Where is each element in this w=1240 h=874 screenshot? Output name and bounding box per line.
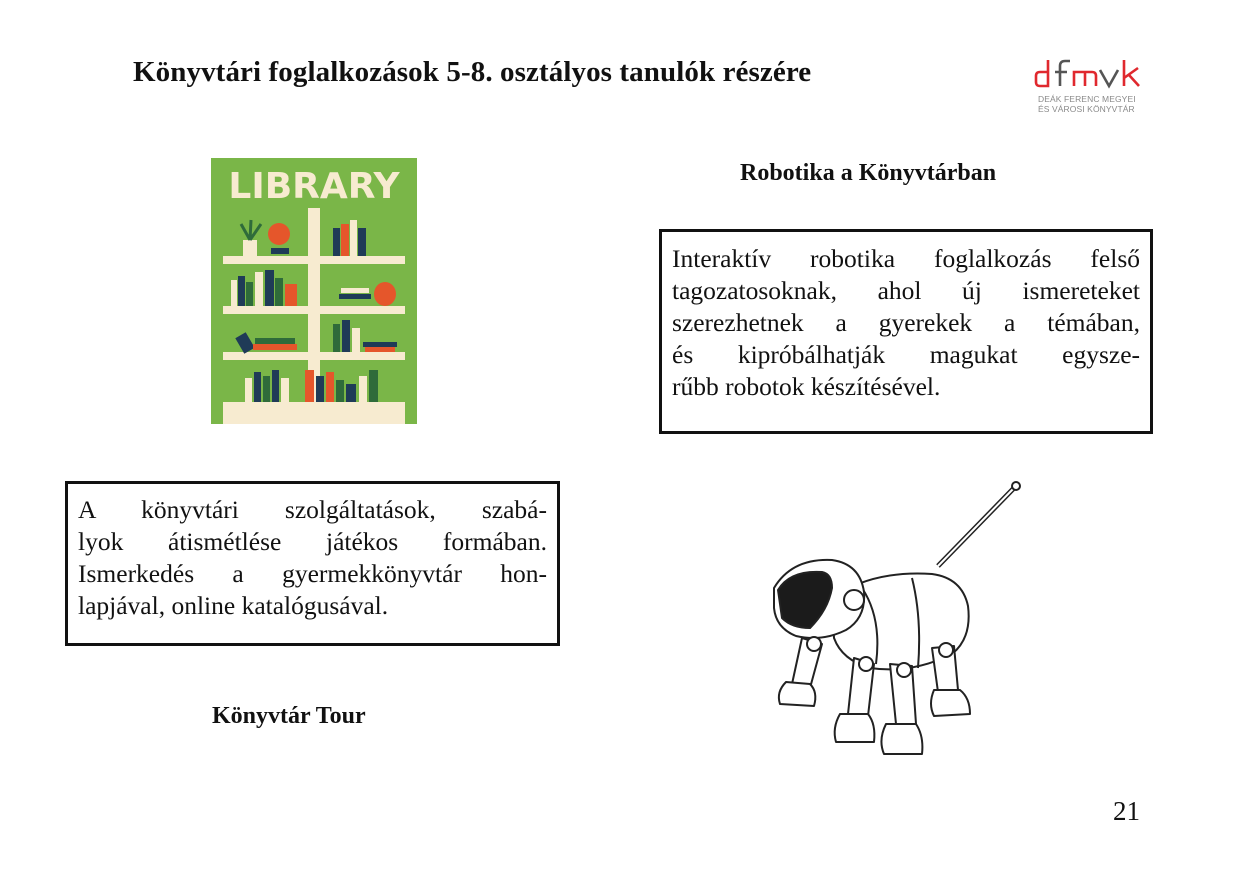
page-title: Könyvtári foglalkozások 5-8. osztályos tanulók részére [133, 56, 812, 88]
library-tour-line: A könyvtári szolgáltatások, szabá- [78, 495, 547, 524]
library-logo [1034, 56, 1154, 122]
robotics-line: szerezhetnek a gyerekek a témában, [672, 308, 1140, 337]
page-number: 21 [1113, 796, 1140, 826]
robotics-line: rűbb robotok készítésével. [672, 372, 941, 401]
robotics-section-title: Robotika a Könyvtárban [740, 160, 997, 186]
robot-dog-illustration [762, 478, 1030, 778]
robotics-line: és kipróbálhatják magukat egysze- [672, 340, 1140, 369]
library-tour-description-box [65, 481, 560, 646]
robotics-line: Interaktív robotika foglalkozás felső [672, 244, 1140, 273]
library-tour-line: lapjával, online katalógusával. [78, 591, 389, 620]
dfmvk-logo-mark [1034, 56, 1154, 94]
robotics-line: tagozatosoknak, ahol új ismereteket [672, 276, 1140, 305]
library-tour-line: lyok átismétlése játékos formában. [78, 527, 547, 556]
logo-line-2: ÉS VÁROSI KÖNYVTÁR [1038, 104, 1135, 114]
logo-line-1: DEÁK FERENC MEGYEI [1038, 94, 1136, 104]
robotics-description-box [659, 229, 1153, 434]
library-tour-line: Ismerkedés a gyermekkönyvtár hon- [78, 559, 547, 588]
library-poster-illustration [211, 158, 417, 424]
poster-title: LIBRARY [228, 166, 400, 207]
library-tour-section-title: Könyvtár Tour [212, 703, 366, 729]
